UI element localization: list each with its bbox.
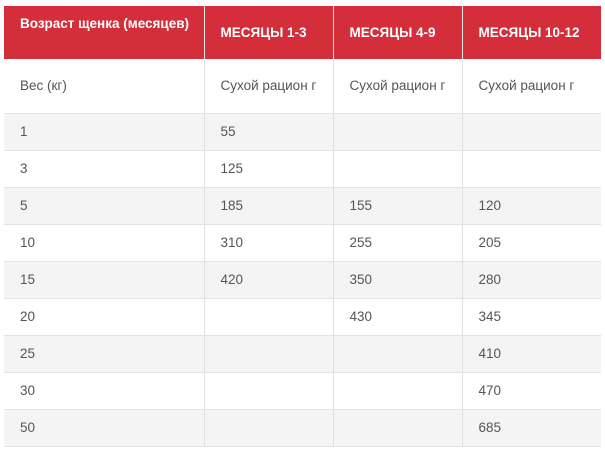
amount-cell: 420 [204,262,333,299]
table-row [4,262,601,299]
amount-cell: 280 [462,262,601,299]
table-row [4,299,601,336]
amount-cell: 345 [462,299,601,336]
table-row [4,151,601,188]
amount-cell [333,336,462,373]
amount-cell: 470 [462,373,601,410]
amount-cell: 350 [333,262,462,299]
amount-cell: 185 [204,188,333,225]
amount-cell: 120 [462,188,601,225]
unit-cell-weight: Вес (кг) [4,59,204,114]
unit-cell-dry-food: Сухой рацион г [462,59,601,114]
weight-cell: 5 [4,188,204,225]
unit-cell-dry-food: Сухой рацион г [204,59,333,114]
amount-cell [333,410,462,447]
amount-cell [204,336,333,373]
weight-cell: 3 [4,151,204,188]
amount-cell: 205 [462,225,601,262]
header-cell-months-1-3: МЕСЯЦЫ 1-3 [204,6,333,59]
weight-cell: 25 [4,336,204,373]
table-row [4,336,601,373]
header-cell-age: Возраст щенка (месяцев) [4,6,204,59]
weight-cell: 20 [4,299,204,336]
table-row [4,410,601,447]
amount-cell [204,373,333,410]
amount-cell [462,114,601,151]
header-row [4,6,601,59]
weight-cell: 10 [4,225,204,262]
amount-cell: 685 [462,410,601,447]
unit-cell-dry-food: Сухой рацион г [333,59,462,114]
weight-cell: 1 [4,114,204,151]
amount-cell: 155 [333,188,462,225]
table-row [4,225,601,262]
amount-cell: 125 [204,151,333,188]
unit-row [4,59,601,114]
amount-cell: 310 [204,225,333,262]
weight-cell: 30 [4,373,204,410]
weight-cell: 50 [4,410,204,447]
amount-cell [333,114,462,151]
amount-cell: 55 [204,114,333,151]
weight-cell: 15 [4,262,204,299]
amount-cell: 255 [333,225,462,262]
table-row [4,373,601,410]
header-cell-months-4-9: МЕСЯЦЫ 4-9 [333,6,462,59]
puppy-feeding-table [4,6,601,447]
amount-cell: 430 [333,299,462,336]
amount-cell [462,151,601,188]
amount-cell [204,410,333,447]
amount-cell [204,299,333,336]
table-row [4,114,601,151]
amount-cell: 410 [462,336,601,373]
table-row [4,188,601,225]
amount-cell [333,151,462,188]
amount-cell [333,373,462,410]
header-cell-months-10-12: МЕСЯЦЫ 10-12 [462,6,601,59]
